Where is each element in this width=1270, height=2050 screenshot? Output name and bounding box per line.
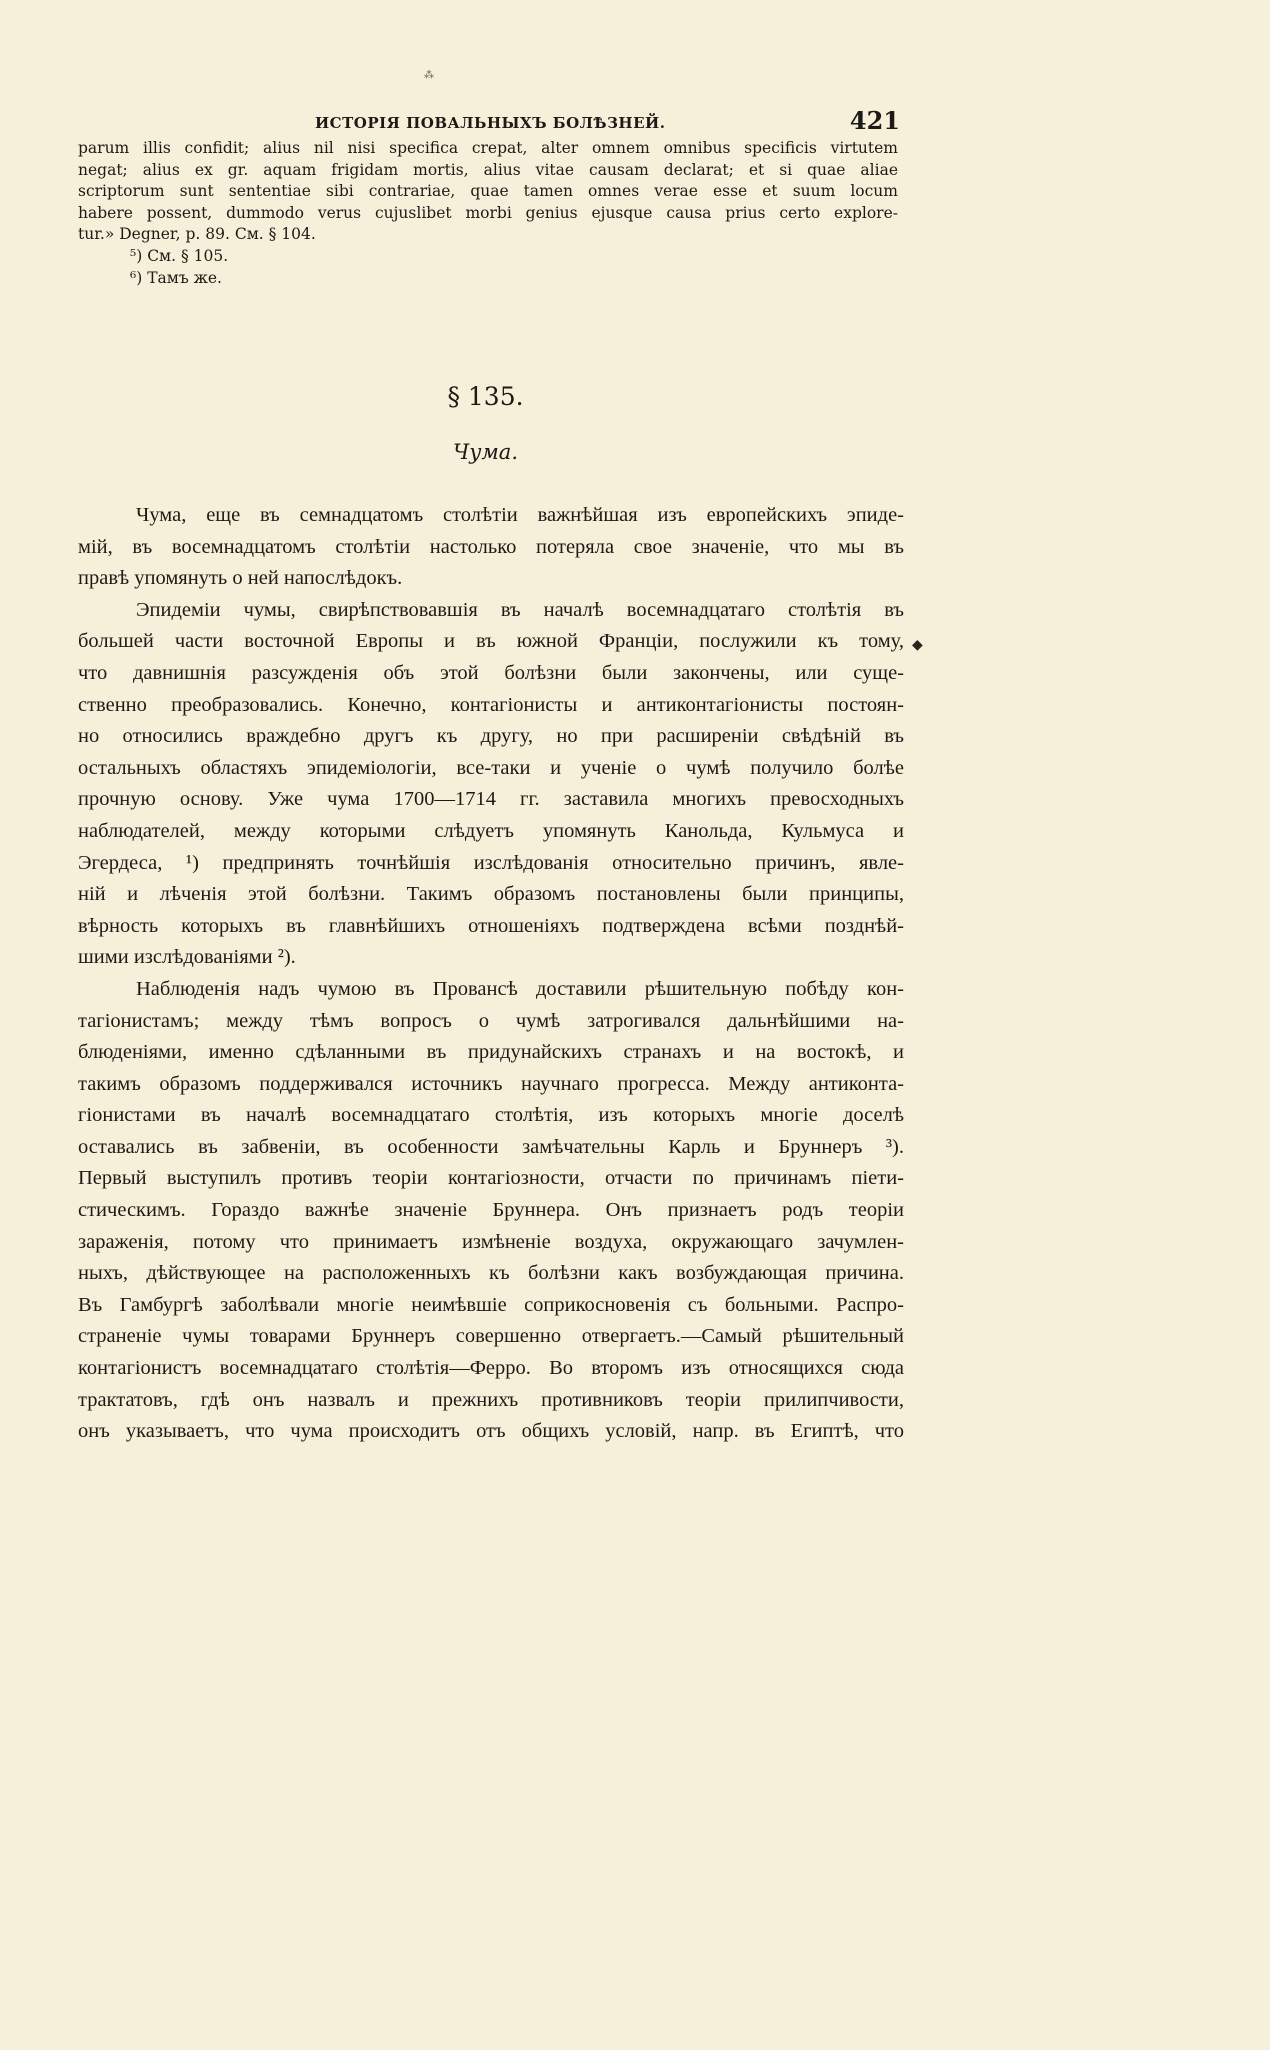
body-line: остальныхъ областяхъ эпидеміологіи, все-таки и ученіе о чумѣ получило болѣе xyxy=(78,756,904,779)
margin-mark-icon: ◆ xyxy=(912,637,923,653)
footnote-line: ⁶) Тамъ же. xyxy=(130,268,222,287)
section-subtitle: Чума. xyxy=(452,440,519,464)
footnote-line: tur.» Degner, p. 89. См. § 104. xyxy=(78,225,316,244)
body-text xyxy=(78,500,904,1448)
body-line: наблюдателей, между которыми слѣдуетъ упомянуть Канольда, Кульмуса и xyxy=(78,819,904,842)
body-line: шими изслѣдованіями ²). xyxy=(78,946,296,969)
page-number: 421 xyxy=(849,106,900,135)
section-heading: § 135. xyxy=(447,382,524,411)
body-line: Наблюденія надъ чумою въ Провансѣ доставили рѣшительную побѣду кон- xyxy=(136,977,904,1000)
body-line: прочную основу. Уже чума 1700—1714 гг. заставила многихъ превосходныхъ xyxy=(78,788,904,811)
body-line: трактатовъ, гдѣ онъ назвалъ и прежнихъ противниковъ теоріи прилипчивости, xyxy=(78,1388,904,1411)
footnote-line: scriptorum sunt sententiae sibi contrariae, quae tamen omnes verae esse et suum locum xyxy=(78,182,898,201)
body-line: блюденіями, именно сдѣланными въ придунайскихъ странахъ и на востокѣ, и xyxy=(78,1041,904,1064)
body-line: правѣ упомянуть о ней напослѣдокъ. xyxy=(78,567,403,590)
body-line: Первый выступилъ противъ теоріи контагіозности, отчасти по причинамъ піети- xyxy=(78,1167,904,1190)
body-line: что давнишнія разсужденія объ этой болѣзни были закончены, или суще- xyxy=(78,661,904,684)
footnote-line: parum illis confidit; alius nil nisi specifica crepat, alter omnem omnibus specificis virtutem xyxy=(78,139,898,157)
body-line: онъ указываетъ, что чума происходитъ отъ общихъ условій, напр. въ Египтѣ, что xyxy=(78,1420,904,1443)
footnote-line: ⁵) См. § 105. xyxy=(130,246,229,265)
body-line: ній и лѣченія этой болѣзни. Такимъ образомъ постановлены были принципы, xyxy=(78,883,904,906)
body-line: контагіонистъ восемнадцатаго столѣтія—Ферро. Во второмъ изъ относящихся сюда xyxy=(78,1357,904,1380)
body-line: большей части восточной Европы и въ южной Франціи, послужили къ тому, xyxy=(78,630,904,653)
body-line: страненіе чумы товарами Бруннеръ совершенно отвергаетъ.—Самый рѣшительный xyxy=(78,1325,904,1348)
running-title: ИСТОРІЯ ПОВАЛЬНЫХЪ БОЛѢЗНЕЙ. xyxy=(315,114,666,132)
body-line: стическимъ. Гораздо важнѣе значеніе Бруннера. Онъ признаетъ родъ теоріи xyxy=(78,1199,904,1222)
running-head xyxy=(80,106,900,140)
body-line: оставались въ забвеніи, въ особенности замѣчательны Карль и Бруннеръ ³). xyxy=(78,1135,904,1158)
body-line: Эпидеміи чумы, свирѣпствовавшія въ началѣ восемнадцатаго столѣтія въ xyxy=(136,598,904,621)
body-line: мій, въ восемнадцатомъ столѣтіи настолько потеряла свое значеніе, что мы въ xyxy=(78,535,904,558)
body-line: но относились враждебно другъ къ другу, но при расширеніи свѣдѣній въ xyxy=(78,725,904,748)
printer-ornament: ⁂ xyxy=(424,70,434,81)
body-line: Чума, еще въ семнадцатомъ столѣтіи важнѣйшая изъ европейскихъ эпиде- xyxy=(136,504,904,526)
body-line: ныхъ, дѣйствующее на расположенныхъ къ болѣзни какъ возбуждающая причина. xyxy=(78,1262,904,1285)
body-line: тагіонистамъ; между тѣмъ вопросъ о чумѣ затрогивался дальнѣйшими на- xyxy=(78,1009,904,1032)
footnote-line: habere possent, dummodo verus cujuslibet morbi genius ejusque causa prius certo explore- xyxy=(78,203,898,222)
footnote-line: negat; alius ex gr. aquam frigidam mortis, alius vitae causam declarat; et si quae aliae xyxy=(78,160,898,179)
body-line: такимъ образомъ поддерживался источникъ научнаго прогресса. Между антиконта- xyxy=(78,1072,904,1095)
body-line: Въ Гамбургѣ заболѣвали многіе неимѣвшіе соприкосновенія съ больными. Распро- xyxy=(78,1293,904,1316)
footnote-block xyxy=(78,138,898,289)
body-line: зараженія, потому что принимаетъ измѣненіе воздуха, окружающаго зачумлен- xyxy=(78,1230,904,1253)
body-line: вѣрность которыхъ въ главнѣйшихъ отношеніяхъ подтверждена всѣми позднѣй- xyxy=(78,914,904,937)
body-line: ственно преобразовались. Конечно, контагіонисты и антиконтагіонисты постоян- xyxy=(78,693,904,716)
body-line: гіонистами въ началѣ восемнадцатаго столѣтія, изъ которыхъ многіе доселѣ xyxy=(78,1104,904,1127)
body-line: Эгердеса, ¹) предпринять точнѣйшія изслѣдованія относительно причинъ, явле- xyxy=(78,851,904,874)
